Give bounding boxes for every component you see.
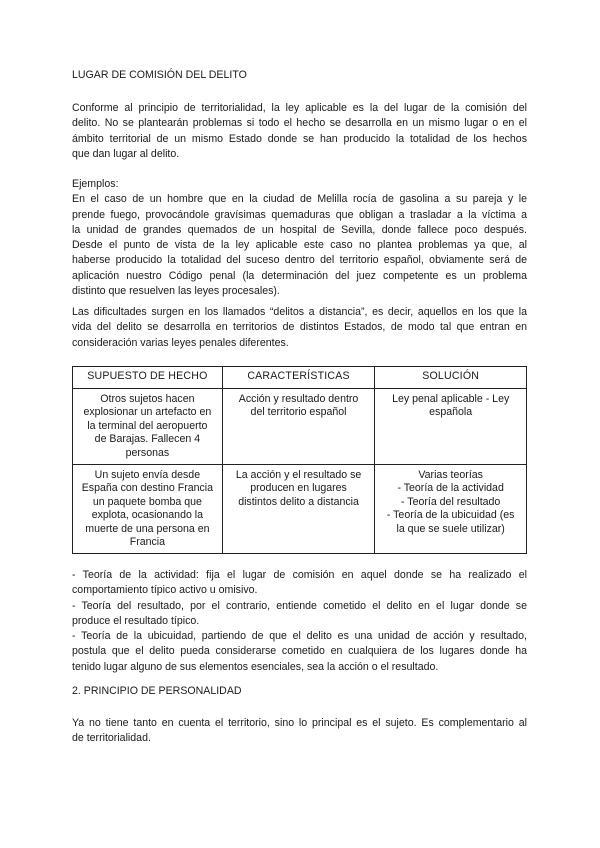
cell-line: personas: [125, 446, 170, 459]
table-row: [73, 465, 527, 554]
cell-line: Acción y resultado dentro: [238, 393, 359, 405]
table-cell: [222, 389, 375, 465]
text-line: En el caso de un hombre que en la ciudad de Melilla rocía de gasolina a su pareja y le: [72, 193, 527, 206]
table-cell: [222, 465, 375, 554]
distance-paragraph: [72, 305, 527, 351]
text-line: postula que el delito pueda considerarse cometido en cualquiera de los lugares donde ha: [72, 645, 527, 658]
examples-label: Ejemplos:: [72, 178, 119, 190]
section-title: LUGAR DE COMISIÓN DEL DELITO: [72, 69, 247, 81]
table-header-row: [73, 367, 527, 389]
cell-line: - Teoría de la ubicuidad (es: [386, 509, 515, 522]
cell-line: explosionar un artefacto en: [83, 406, 212, 419]
text-line: la unidad de grandes quemados de un hospital de Sevilla, donde fallece poco después.: [72, 223, 527, 236]
text-line: - Teoría de la actividad: fija el lugar de comisión en aquel donde se ha realizado el: [72, 569, 527, 581]
cell-line: de Barajas. Fallecen 4: [94, 433, 201, 446]
text-line: Las dificultades surgen en los llamados “delitos a distancia”, es decir, aquellos en los que la: [72, 306, 527, 318]
text-line: aplicación nuestro Código penal (la determinación del juez competente es un problema: [72, 269, 527, 282]
text-line: tenido lugar alguno de sus elementos esenciales, sea la acción o el resultado.: [72, 660, 439, 673]
table-cell: [73, 389, 223, 465]
cell-line: Francia: [129, 536, 166, 549]
intro-paragraph: [72, 101, 527, 162]
cell-line: Ley penal aplicable - Ley: [392, 393, 510, 405]
cell-line: la terminal del aeropuerto: [87, 419, 208, 432]
text-line: Ya no tiene tanto en cuenta el territorio, sino lo principal es el sujeto. Es complementario al: [72, 717, 527, 729]
cell-line: La acción y el resultado se: [235, 469, 362, 482]
cell-line: - Teoría de la actividad: [397, 482, 504, 495]
cell-line: un paquete bomba que: [92, 495, 202, 508]
text-line: ámbito territorial de un mismo Estado donde se han producido la totalidad de los hechos: [72, 132, 527, 145]
table-row: [73, 389, 527, 465]
cell-line: España con destino Francia: [81, 482, 214, 495]
section-2-paragraph: [72, 716, 527, 747]
cell-line: explota, ocasionando la: [91, 509, 204, 522]
table-cell: [375, 465, 527, 554]
table-header: CARACTERÍSTICAS: [222, 367, 375, 389]
comparison-table: [72, 366, 527, 554]
text-line: consideración varias leyes penales diferentes.: [72, 336, 289, 349]
text-line: Conforme al principio de territorialidad, la ley aplicable es la del lugar de la comisión del: [72, 102, 527, 114]
table-header: SOLUCIÓN: [375, 367, 527, 389]
cell-line: producen en lugares: [250, 482, 347, 495]
table-header: SUPUESTO DE HECHO: [73, 367, 223, 389]
text-line: - Teoría del resultado, por el contrario, entiende cometido el delito en el lugar donde se: [72, 599, 527, 612]
table-cell: [73, 465, 223, 554]
cell-line: - Teoría del resultado: [401, 495, 501, 508]
text-line: haberse producido la totalidad del suceso dentro del territorio español, obviamente será de: [72, 254, 527, 267]
text-line: distinto que resuelven las leyes procesales).: [72, 285, 280, 298]
cell-line: española: [429, 406, 473, 419]
cell-line: distintos delito a distancia: [238, 495, 359, 508]
text-line: comportamiento típico activo u omisivo.: [72, 584, 258, 597]
cell-line: Un sujeto envía desde: [94, 469, 201, 482]
section-2-title: 2. PRINCIPIO DE PERSONALIDAD: [72, 685, 242, 697]
text-line: - Teoría de la ubicuidad, partiendo de que el delito es una unidad de acción y resultado,: [72, 630, 527, 643]
text-line: prende fuego, provocándole gravísimas quemaduras que obligan a trasladar a la víctima a: [72, 208, 527, 221]
text-line: Desde el punto de vista de la ley aplicable este caso no plantea problemas ya que, al: [72, 239, 527, 252]
cell-line: Otros sujetos hacen: [100, 393, 195, 405]
text-line: produce el resultado típico.: [72, 614, 200, 627]
cell-line: del territorio español: [250, 406, 347, 419]
cell-line: muerte de una persona en: [85, 522, 210, 535]
table-cell: [375, 389, 527, 465]
theories-paragraph: [72, 568, 527, 675]
text-line: que dan lugar al delito.: [72, 147, 180, 160]
examples-paragraph: [72, 177, 527, 299]
cell-line: Varias teorías: [418, 469, 483, 482]
text-line: vida del delito se desarrolla en territorios de distintos Estados, de modo tal que entran en: [72, 321, 527, 334]
text-line: de territorialidad.: [72, 732, 151, 745]
cell-line: la que se suele utilizar): [396, 522, 505, 535]
text-line: delito. No se plantearán problemas si todo el hecho se desarrolla en un mismo lugar o en el: [72, 117, 527, 130]
